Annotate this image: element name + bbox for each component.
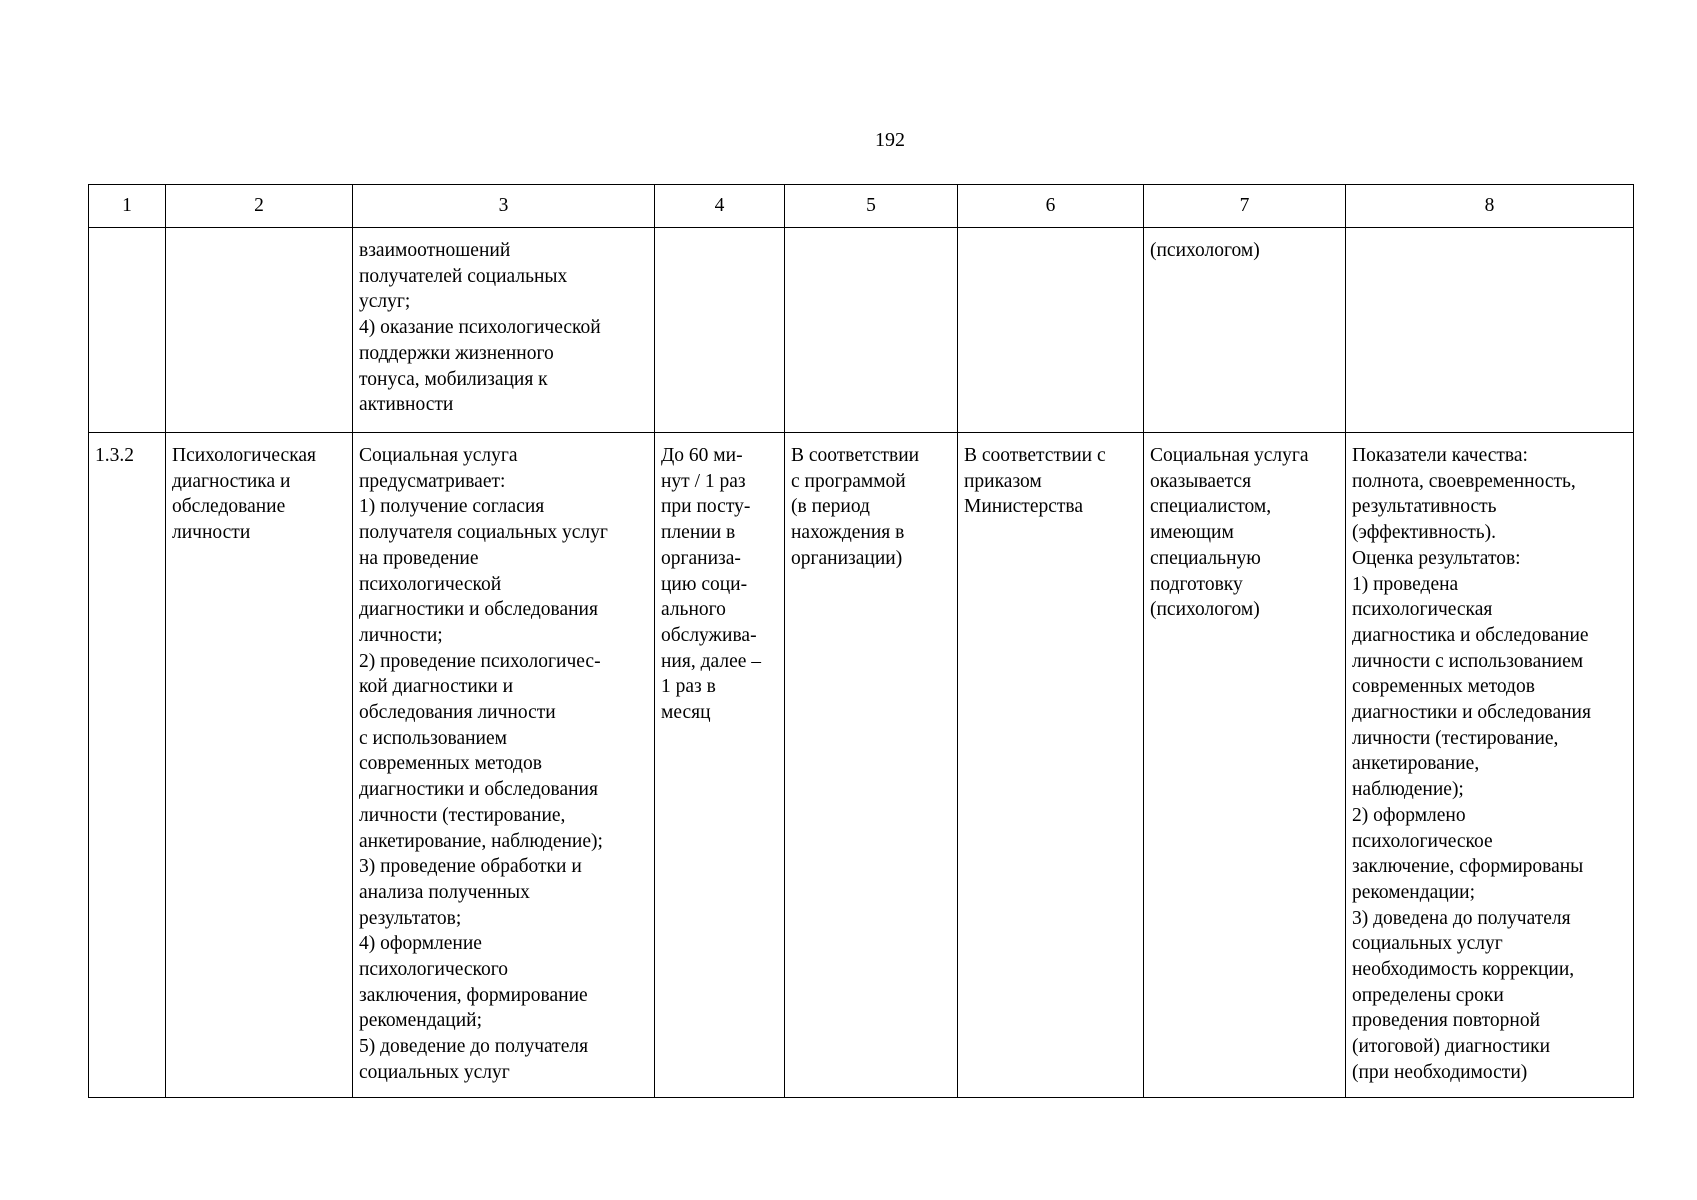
header-cell: 6: [958, 185, 1144, 228]
service-description-cell: Социальная услуга предусматривает: 1) получение согласия получателя социальных услуг на проведение психологической диагностики и обследования личности; 2) проведение психологичес- кой диагностики и обследования личности с использованием современных методов диагностики и обследования личности (тестирование, анкетирование, наблюдение); 3) проведение обработки и анализа полученных результатов; 4) оформление психологического заключения, формирование рекомендаций; 5) доведение до получателя социальных услуг: [353, 433, 655, 1098]
header-cell: 2: [166, 185, 353, 228]
conditions-cell: Социальная услуга оказывается специалистом, имеющим специальную подготовку (психологом): [1144, 433, 1346, 1098]
table-row: [89, 433, 1634, 1098]
service-description-cell: взаимоотношений получателей социальных услуг; 4) оказание психологической поддержки жизненного тонуса, мобилизация к активности: [353, 228, 655, 433]
table-header-row: [89, 185, 1634, 228]
header-cell: 7: [1144, 185, 1346, 228]
header-cell: 3: [353, 185, 655, 228]
schedule-cell: В соответствии с программой (в период нахождения в организации): [785, 433, 958, 1098]
services-table: [88, 184, 1634, 1098]
page-number: 192: [875, 129, 905, 151]
header-cell: 5: [785, 185, 958, 228]
header-cell: 8: [1346, 185, 1634, 228]
row-number-cell: 1.3.2: [89, 433, 166, 1098]
duration-cell: До 60 ми- нут / 1 раз при посту- плении в организа- цию соци- ального обслужива- ния, далее – 1 раз в месяц: [655, 433, 785, 1098]
header-cell: 4: [655, 185, 785, 228]
quality-indicators-cell: Показатели качества: полнота, своевременность, результативность (эффективность). Оценка результатов: 1) проведена психологическая диагностика и обследование личности с использованием современных методов диагностики и обследования личности (тестирование, анкетирование, наблюдение); 2) оформлено психологическое заключение, сформированы рекомендации; 3) доведена до получателя социальных услуг необходимость коррекции, определены сроки проведения повторной (итоговой) диагностики (при необходимости): [1346, 433, 1634, 1098]
row-number-cell: [89, 228, 166, 433]
duration-cell: [655, 228, 785, 433]
schedule-cell: [785, 228, 958, 433]
conditions-cell: (психологом): [1144, 228, 1346, 433]
tariff-cell: [958, 228, 1144, 433]
service-name-cell: [166, 228, 353, 433]
tariff-cell: В соответствии с приказом Министерства: [958, 433, 1144, 1098]
service-name-cell: Психологическая диагностика и обследование личности: [166, 433, 353, 1098]
quality-indicators-cell: [1346, 228, 1634, 433]
header-cell: 1: [89, 185, 166, 228]
table-row: [89, 228, 1634, 433]
